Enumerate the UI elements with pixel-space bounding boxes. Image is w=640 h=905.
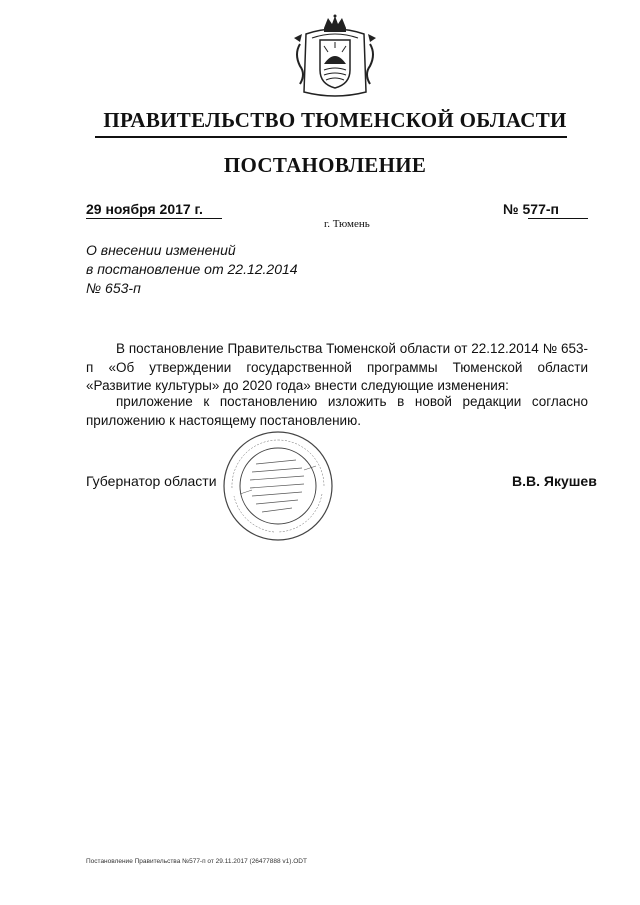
- document-subject: [86, 241, 346, 298]
- document-number: № 577-п: [503, 201, 559, 217]
- title-divider: [95, 136, 567, 138]
- subject-line-1: О внесении изменений: [86, 242, 236, 258]
- document-type: ПОСТАНОВЛЕНИЕ: [223, 153, 427, 177]
- signatory-position: Губернатор области: [86, 473, 217, 489]
- org-title: ПРАВИТЕЛЬСТВО ТЮМЕНСКОЙ ОБЛАСТИ: [103, 108, 567, 132]
- city: г. Тюмень: [324, 218, 370, 230]
- body-paragraph-2: приложение к постановлению изложить в новой редакции согласно приложению к настоящему постановлению.: [86, 394, 588, 428]
- number-underline: [528, 218, 588, 219]
- document-date: 29 ноября 2017 г.: [86, 201, 203, 217]
- date-underline: [86, 218, 222, 219]
- footer-note: Постановление Правительства №577-п от 29.11.2017 (26477888 v1).ODT: [86, 858, 307, 865]
- subject-line-2: в постановление от 22.12.2014: [86, 261, 298, 277]
- signatory-name: В.В. Якушев: [512, 473, 597, 489]
- subject-line-3: № 653-п: [86, 280, 141, 296]
- body-paragraph-1: В постановление Правительства Тюменской области от 22.12.2014 № 653-п «Об утверждении государственной программы Тюменской области «Развитие культуры» до 2020 года» внести следующие изменения:: [86, 341, 588, 393]
- coat-of-arms-icon: [286, 14, 384, 102]
- official-seal-icon: [222, 430, 334, 542]
